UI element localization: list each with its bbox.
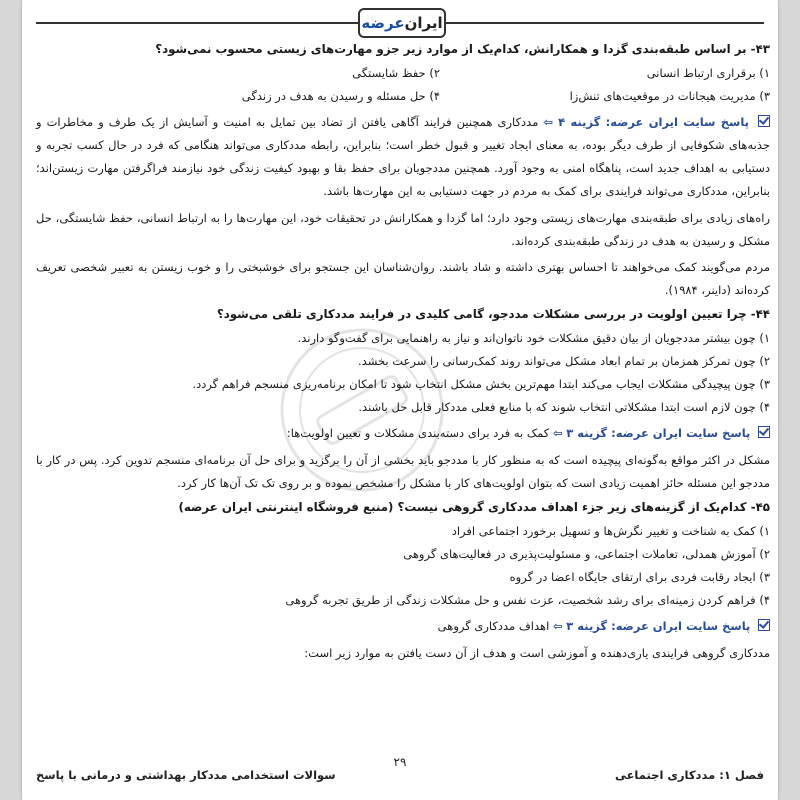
footer-chapter: فصل ۱: مددکاری اجتماعی [614, 768, 764, 782]
q45-answer [36, 615, 770, 638]
q44-answer-text: کمک به فرد برای دسته‌بندی مشکلات و تعیین اولویت‌ها: [286, 426, 550, 440]
checkbox-icon [758, 619, 770, 631]
q43-answer [36, 111, 770, 203]
q43-options-row-2 [36, 87, 770, 106]
document-page [22, 0, 778, 800]
left-arrow-icon: ⇦ [552, 619, 563, 633]
page-content [36, 40, 770, 668]
q43-paragraph-3: مردم می‌گویند کمک می‌خواهند تا احساس بهتری داشته و شاد باشند. روان‌شناسان این جستجو برای خوشبختی را و خوب زیستن به تعبیر شخصی تعریف کرده‌اند (داینر، ۱۹۸۴). [36, 260, 770, 297]
checkbox-icon [758, 115, 770, 127]
q43-options-row-1 [36, 64, 770, 83]
q44-option-1: ۱) چون بیشتر مددجویان از بیان دقیق مشکلات خود ناتوان‌اند و نیاز به راهنمایی برای گفت‌وگو دارند. [297, 331, 770, 345]
q44-option-2: ۲) چون تمرکز همزمان بر تمام ابعاد مشکل می‌تواند روند کمک‌رسانی را سرعت بخشد. [358, 354, 770, 368]
q45-paragraph-2: مددکاری گروهی فرایندی یاری‌دهنده و آموزشی است و هدف از آن دست یافتن به موارد زیر است: [304, 646, 770, 660]
question-45: ۴۵- کدام‌یک از گزینه‌های زیر جزء اهداف مددکاری گروهی نیست؟ (منبع فروشگاه اینترنتی ایران عرضه) [178, 500, 770, 514]
question-43: ۴۳- بر اساس طبقه‌بندی گزدا و همکارانش، کدام‌یک از موارد زیر جزو مهارت‌های زیستی محسوب نمی‌شود؟ [155, 42, 770, 56]
question-44: ۴۴- چرا تعیین اولویت در بررسی مشکلات مددجو، گامی کلیدی در فرایند مددکاری تلقی می‌شود؟ [216, 307, 770, 321]
checkbox-icon [758, 426, 770, 438]
q44-option-3: ۳) چون پیچیدگی مشکلات ایجاب می‌کند ابتدا مهم‌ترین بخش مشکل انتخاب شود تا امکان برنامه‌ریزی منسجم فراهم گردد. [192, 377, 770, 391]
q43-option-3: ۳) مدیریت هیجانات در موقعیت‌های تنش‌زا [569, 89, 770, 103]
q45-answer-label: پاسخ سایت ایران عرضه: گزینه ۳ [566, 619, 751, 633]
page-number: ۲۹ [393, 755, 407, 769]
q44-answer-label: پاسخ سایت ایران عرضه: گزینه ۳ [566, 426, 751, 440]
logo-text-arze: عرضه [361, 14, 405, 32]
q43-answer-label: پاسخ سایت ایران عرضه: گزینه ۴ [558, 115, 749, 129]
q45-option-1: ۱) کمک به شناخت و تغییر نگرش‌ها و تسهیل برخورد اجتماعی افراد [451, 524, 770, 538]
logo-text-iran: ایران [404, 14, 443, 32]
q45-answer-text: اهداف مددکاری گروهی [437, 619, 550, 633]
q43-paragraph-2: راه‌های زیادی برای طبقه‌بندی مهارت‌های زیستی وجود دارد؛ اما گزدا و همکارانش در تحقیقات خود، این مهارت‌ها را به ارتباط انسانی، حفظ شایستگی، حل مشکل و رسیدن به هدف در زندگی طبقه‌بندی کرده‌اند. [36, 211, 770, 248]
q45-option-2: ۲) آموزش همدلی، تعاملات اجتماعی، و مسئولیت‌پذیری در فعالیت‌های گروهی [403, 547, 770, 561]
q45-option-3: ۳) ایجاد رقابت فردی برای ارتقای جایگاه اعضا در گروه [509, 570, 770, 584]
q43-answer-text: مددکاری همچنین فرایند آگاهی یافتن از تضاد بین تمایل به امنیت و آسایش از یک طرف و مخاطرات و جذبه‌های شکوفایی از طرف دیگر بوده، به معنای ایجاد تغییر و قبول خطر است؛ بنابراین، رابطه مددکاری می‌تواند هنگامی که فرد در حال کسب تجربه و دستیابی به اهداف جدید است، پناهگاه امنی به وجود آورد. همچنین مددجویان برای حفظ بقا و بهبود کیفیت زندگی خود نیازمند فراگرفتن مهارت زیستن‌اند؛ بنابراین، مددکاری می‌تواند فرایندی برای کمک به مردم در جهت دستیابی به این مهارت‌ها باشد. [36, 115, 770, 198]
page-footer [36, 768, 764, 782]
q43-option-1: ۱) برقراری ارتباط انسانی [646, 66, 770, 80]
q44-answer [36, 422, 770, 445]
q44-paragraph-2: مشکل در اکثر مواقع به‌گونه‌ای پیچیده است که به منظور کار با مددجو باید بخشی از آن را برگزید و برای حل آن برنامه‌ای منسجم تدوین کرد. پس در کار با مددجو این مسئله حائز اهمیت زیادی است که بتوان اولویت‌های کار با مشکل را مشخص نموده و بر روی تک تک آن‌ها کار کرد. [36, 453, 770, 490]
left-arrow-icon: ⇦ [552, 426, 563, 440]
q43-option-2: ۲) حفظ شایستگی [352, 66, 440, 80]
iranarze-logo [358, 8, 446, 38]
footer-book-title: سوالات استخدامی مددکار بهداشتی و درمانی با پاسخ [36, 768, 336, 782]
q43-option-4: ۴) حل مسئله و رسیدن به هدف در زندگی [241, 89, 440, 103]
q45-option-4: ۴) فراهم کردن زمینه‌ای برای رشد شخصیت، عزت نفس و حل مشکلات زندگی از طریق تجربه گروهی [285, 593, 770, 607]
left-arrow-icon: ⇦ [543, 115, 554, 129]
q44-option-4: ۴) چون لازم است ابتدا مشکلاتی انتخاب شوند که با منابع فعلی مددکار قابل حل باشند. [358, 400, 770, 414]
